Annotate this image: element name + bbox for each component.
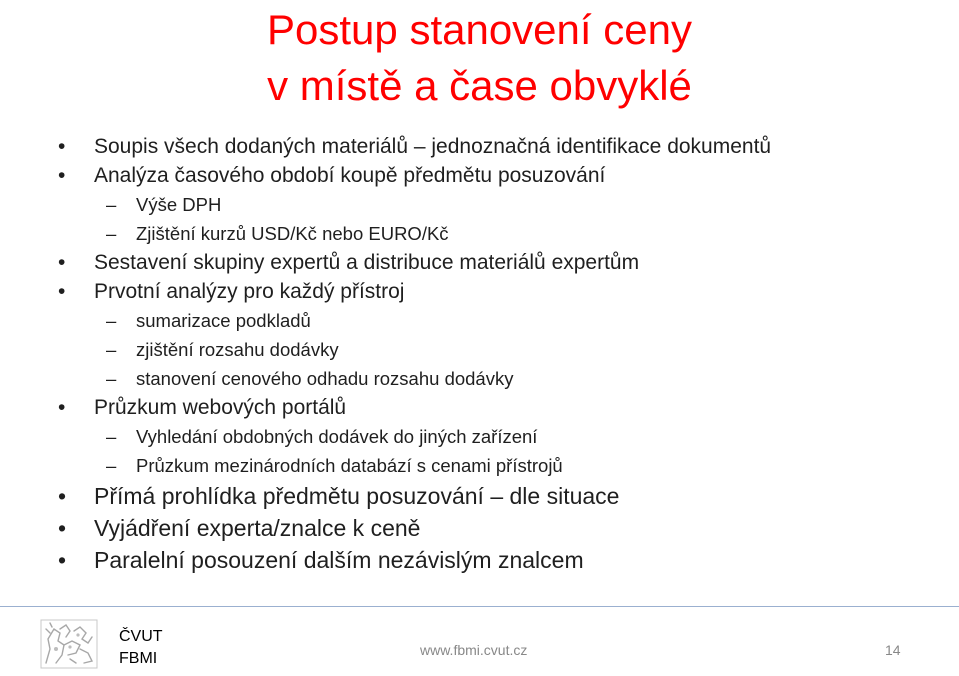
sub-bullet-text: Zjištění kurzů USD/Kč nebo EURO/Kč	[136, 223, 449, 244]
sub-bullet-text: stanovení cenového odhadu rozsahu dodávky	[136, 368, 514, 389]
sub-bullet-marker: –	[106, 339, 117, 360]
org-line-cvut: ČVUT	[119, 628, 163, 645]
sub-bullet-item	[56, 451, 936, 480]
sub-bullet-marker: –	[106, 223, 117, 244]
bullet-text: Prvotní analýzy pro každý přístroj	[94, 280, 405, 303]
slide-title	[0, 0, 959, 114]
sub-bullet-item	[56, 335, 936, 364]
bullet-list	[56, 132, 936, 576]
bullet-text: Soupis všech dodaných materiálů – jednoznačná identifikace dokumentů	[94, 135, 772, 158]
organization-name	[119, 626, 163, 670]
sub-bullet-text: Vyhledání obdobných dodávek do jiných zařízení	[136, 426, 538, 447]
bullet-marker: •	[58, 280, 66, 303]
bullet-marker: •	[58, 135, 66, 158]
footer-url[interactable]: www.fbmi.cvut.cz	[420, 642, 528, 658]
title-line-2: v místě a čase obvyklé	[267, 62, 692, 109]
title-line-1: Postup stanovení ceny	[267, 6, 692, 53]
bullet-text: Sestavení skupiny expertů a distribuce materiálů expertům	[94, 251, 640, 274]
bullet-text: Analýza časového období koupě předmětu posuzování	[94, 164, 606, 187]
bullet-marker: •	[58, 396, 66, 419]
bullet-marker: •	[58, 547, 67, 573]
sub-bullet-item	[56, 219, 936, 248]
bullet-item	[56, 161, 936, 190]
bullet-marker: •	[58, 164, 66, 187]
bullet-text: Přímá prohlídka předmětu posuzování – dle situace	[94, 483, 620, 509]
org-line-fbmi: FBMI	[119, 650, 158, 667]
footer-divider	[0, 606, 959, 607]
sub-bullet-text: zjištění rozsahu dodávky	[136, 339, 339, 360]
bullet-item	[56, 512, 936, 544]
bullet-marker: •	[58, 515, 67, 541]
bullet-item	[56, 544, 936, 576]
sub-bullet-text: Průzkum mezinárodních databází s cenami přístrojů	[136, 455, 563, 476]
bullet-item	[56, 277, 936, 306]
sub-bullet-marker: –	[106, 455, 117, 476]
bullet-item	[56, 393, 936, 422]
sub-bullet-marker: –	[106, 426, 117, 447]
sub-bullet-item	[56, 306, 936, 335]
sub-bullet-marker: –	[106, 310, 117, 331]
page-number: 14	[885, 642, 901, 658]
sub-bullet-text: sumarizace podkladů	[136, 310, 311, 331]
sub-bullet-item	[56, 422, 936, 451]
sub-bullet-text: Výše DPH	[136, 194, 222, 215]
bullet-text: Paralelní posouzení dalším nezávislým znalcem	[94, 547, 584, 573]
bullet-marker: •	[58, 483, 67, 509]
university-logo-icon	[40, 619, 98, 669]
bullet-item	[56, 480, 936, 512]
bullet-text: Vyjádření experta/znalce k ceně	[94, 515, 421, 541]
bullet-item	[56, 132, 936, 161]
bullet-text: Průzkum webových portálů	[94, 396, 347, 419]
bullet-item	[56, 248, 936, 277]
sub-bullet-item	[56, 190, 936, 219]
sub-bullet-marker: –	[106, 368, 117, 389]
bullet-marker: •	[58, 251, 66, 274]
sub-bullet-marker: –	[106, 194, 117, 215]
lion-emblem-icon	[40, 619, 98, 669]
sub-bullet-item	[56, 364, 936, 393]
